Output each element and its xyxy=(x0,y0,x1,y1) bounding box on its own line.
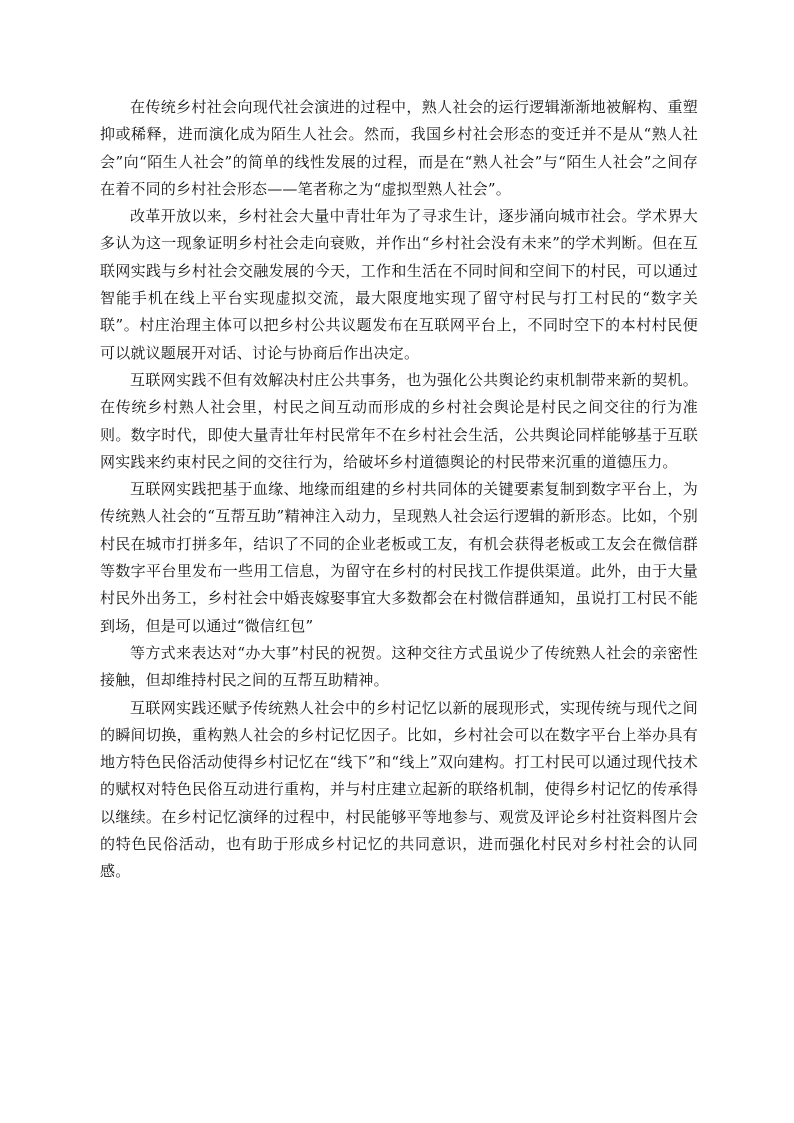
paragraph-1: 在传统乡村社会向现代社会演进的过程中，熟人社会的运行逻辑渐渐地被解构、重塑抑或稀释，进而演化成为陌生人社会。然而，我国乡村社会形态的变迁并不是从“熟人社会”向“陌生人社会”的简单的线性发展的过程，而是在“熟人社会”与“陌生人社会”之间存在着不同的乡村社会形态——笔者称之为“虚拟型熟人社会”。 xyxy=(100,98,698,198)
paragraph-2: 改革开放以来，乡村社会大量中青壮年为了寻求生计，逐步涌向城市社会。学术界大多认为这一现象证明乡村社会走向衰败，并作出“乡村社会没有未来”的学术判断。但在互联网实践与乡村社会交融发展的今天，工作和生活在不同时间和空间下的村民，可以通过智能手机在线上平台实现虚拟交流，最大限度地实现了留守村民与打工村民的“数字关联”。村庄治理主体可以把乡村公共议题发布在互联网平台上，不同时空下的本村村民便可以就议题展开对话、讨论与协商后作出决定。 xyxy=(100,207,698,362)
document-body xyxy=(100,94,698,886)
paragraph-4: 互联网实践把基于血缘、地缘而组建的乡村共同体的关键要素复制到数字平台上，为传统熟人社会的“互帮互助”精神注入动力，呈现熟人社会运行逻辑的新形态。比如，个别村民在城市打拼多年，结识了不同的企业老板或工友，有机会获得老板或工友会在微信群等数字平台里发布一些用工信息，为留守在乡村的村民找工作提供渠道。此外，由于大量村民外出务工，乡村社会中婚丧嫁娶事宜大多数都会在村微信群通知，虽说打工村民不能到场，但是可以通过“微信红包” xyxy=(100,480,698,635)
paragraph-5: 等方式来表达对“办大事”村民的祝贺。这种交往方式虽说少了传统熟人社会的亲密性接触，但却维持村民之间的互帮互助精神。 xyxy=(100,643,698,690)
paragraph-6: 互联网实践还赋予传统熟人社会中的乡村记忆以新的展现形式，实现传统与现代之间的瞬间切换，重构熟人社会的乡村记忆因子。比如，乡村社会可以在数字平台上举办具有地方特色民俗活动使得乡村记忆在“线下”和“线上”双向建构。打工村民可以通过现代技术的赋权对特色民俗互动进行重构，并与村庄建立起新的联络机制，使得乡村记忆的传承得以继续。在乡村记忆演绎的过程中，村民能够平等地参与、观赏及评论乡村社资料图片会的特色民俗活动，也有助于形成乡村记忆的共同意识，进而强化村民对乡村社会的认同感。 xyxy=(100,698,698,881)
paragraph-3: 互联网实践不但有效解决村庄公共事务，也为强化公共舆论约束机制带来新的契机。在传统乡村熟人社会里，村民之间互动而形成的乡村社会舆论是村民之间交往的行为准则。数字时代，即使大量青壮年村民常年不在乡村社会生活，公共舆论同样能够基于互联网实践来约束村民之间的交往行为，给破坏乡村道德舆论的村民带来沉重的道德压力。 xyxy=(100,370,698,471)
